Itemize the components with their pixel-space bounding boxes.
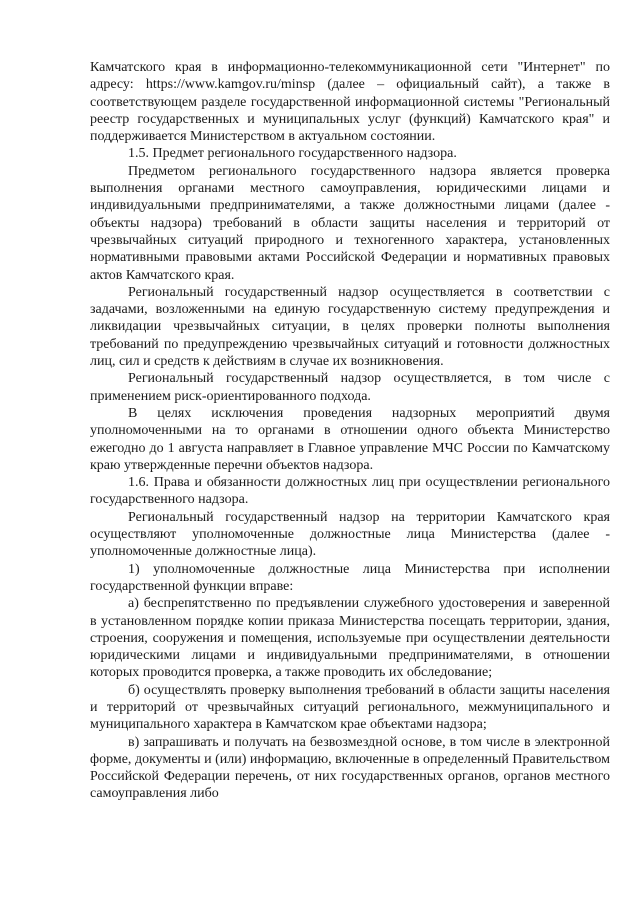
- list-item-a: а) беспрепятственно по предъявлении служебного удостоверения и заверенной в установленном порядке копии приказа Министерства посещать территории, здания, строения, сооружения и помещения, используемые при осуществлении деятельности юридическими лицами и индивидуальными предпринимателями, в отношении которых проводится проверка, а также проводить их обследование;: [90, 596, 610, 681]
- paragraph: Региональный государственный надзор на территории Камчатского края осуществляют уполномоченные должностные лица Министерства (далее - уполномоченные должностные лица).: [90, 509, 610, 560]
- paragraph: Предметом регионального государственного надзора является проверка выполнения органами местного самоуправления, юридическими лицами и индивидуальными предпринимателями, а также должностными лицами (далее - объекты надзора) требований в области защиты населения и территорий от чрезвычайных ситуаций природного и техногенного характера, установленных нормативными правовыми актами Российской Федерации и нормативных правовых актов Камчатского края.: [90, 163, 610, 283]
- section-heading-1-5: 1.5. Предмет регионального государственного надзора.: [128, 146, 457, 162]
- list-item-1: 1) уполномоченные должностные лица Министерства при исполнении государственной функции вправе:: [90, 561, 610, 594]
- list-item-b: б) осуществлять проверку выполнения требований в области защиты населения и территорий от чрезвычайных ситуаций регионального, межмуниципального и муниципального характера в Камчатском крае объектами надзора;: [90, 682, 610, 733]
- paragraph: Региональный государственный надзор осуществляется, в том числе с применением риск-ориентированного подхода.: [90, 371, 610, 404]
- paragraph: Региональный государственный надзор осуществляется в соответствии с задачами, возложенными на единую государственную систему предупреждения и ликвидации чрезвычайных ситуации, в целях проверки полноты выполнения требований по предупреждению чрезвычайных ситуаций и готовности должностных лиц, сил и средств к действиям в случае их возникновения.: [90, 284, 610, 370]
- section-heading-1-6: 1.6. Права и обязанности должностных лиц при осуществлении регионального государственного надзора.: [90, 475, 610, 508]
- paragraph: Камчатского края в информационно-телекоммуникационной сети "Интернет" по адресу: https://www.kamgov.ru/minsp (далее – официальный сайт), а также в соответствующем разделе государственной информационной системы "Региональный реестр государственных и муниципальных услуг (функций) Камчатского края" и поддерживается Министерством в актуальном состоянии.: [90, 60, 610, 145]
- list-item-v: в) запрашивать и получать на безвозмездной основе, в том числе в электронной форме, документы и (или) информацию, включенные в определенный Правительством Российской Федерации перечень, от них государственных органов, органов местного самоуправления либо: [90, 734, 610, 802]
- paragraph: В целях исключения проведения надзорных мероприятий двумя уполномоченными на то органами в отношении одного объекта Министерство ежегодно до 1 августа направляет в Главное управление МЧС России по Камчатскому краю утвержденные перечни объектов надзора.: [90, 405, 610, 473]
